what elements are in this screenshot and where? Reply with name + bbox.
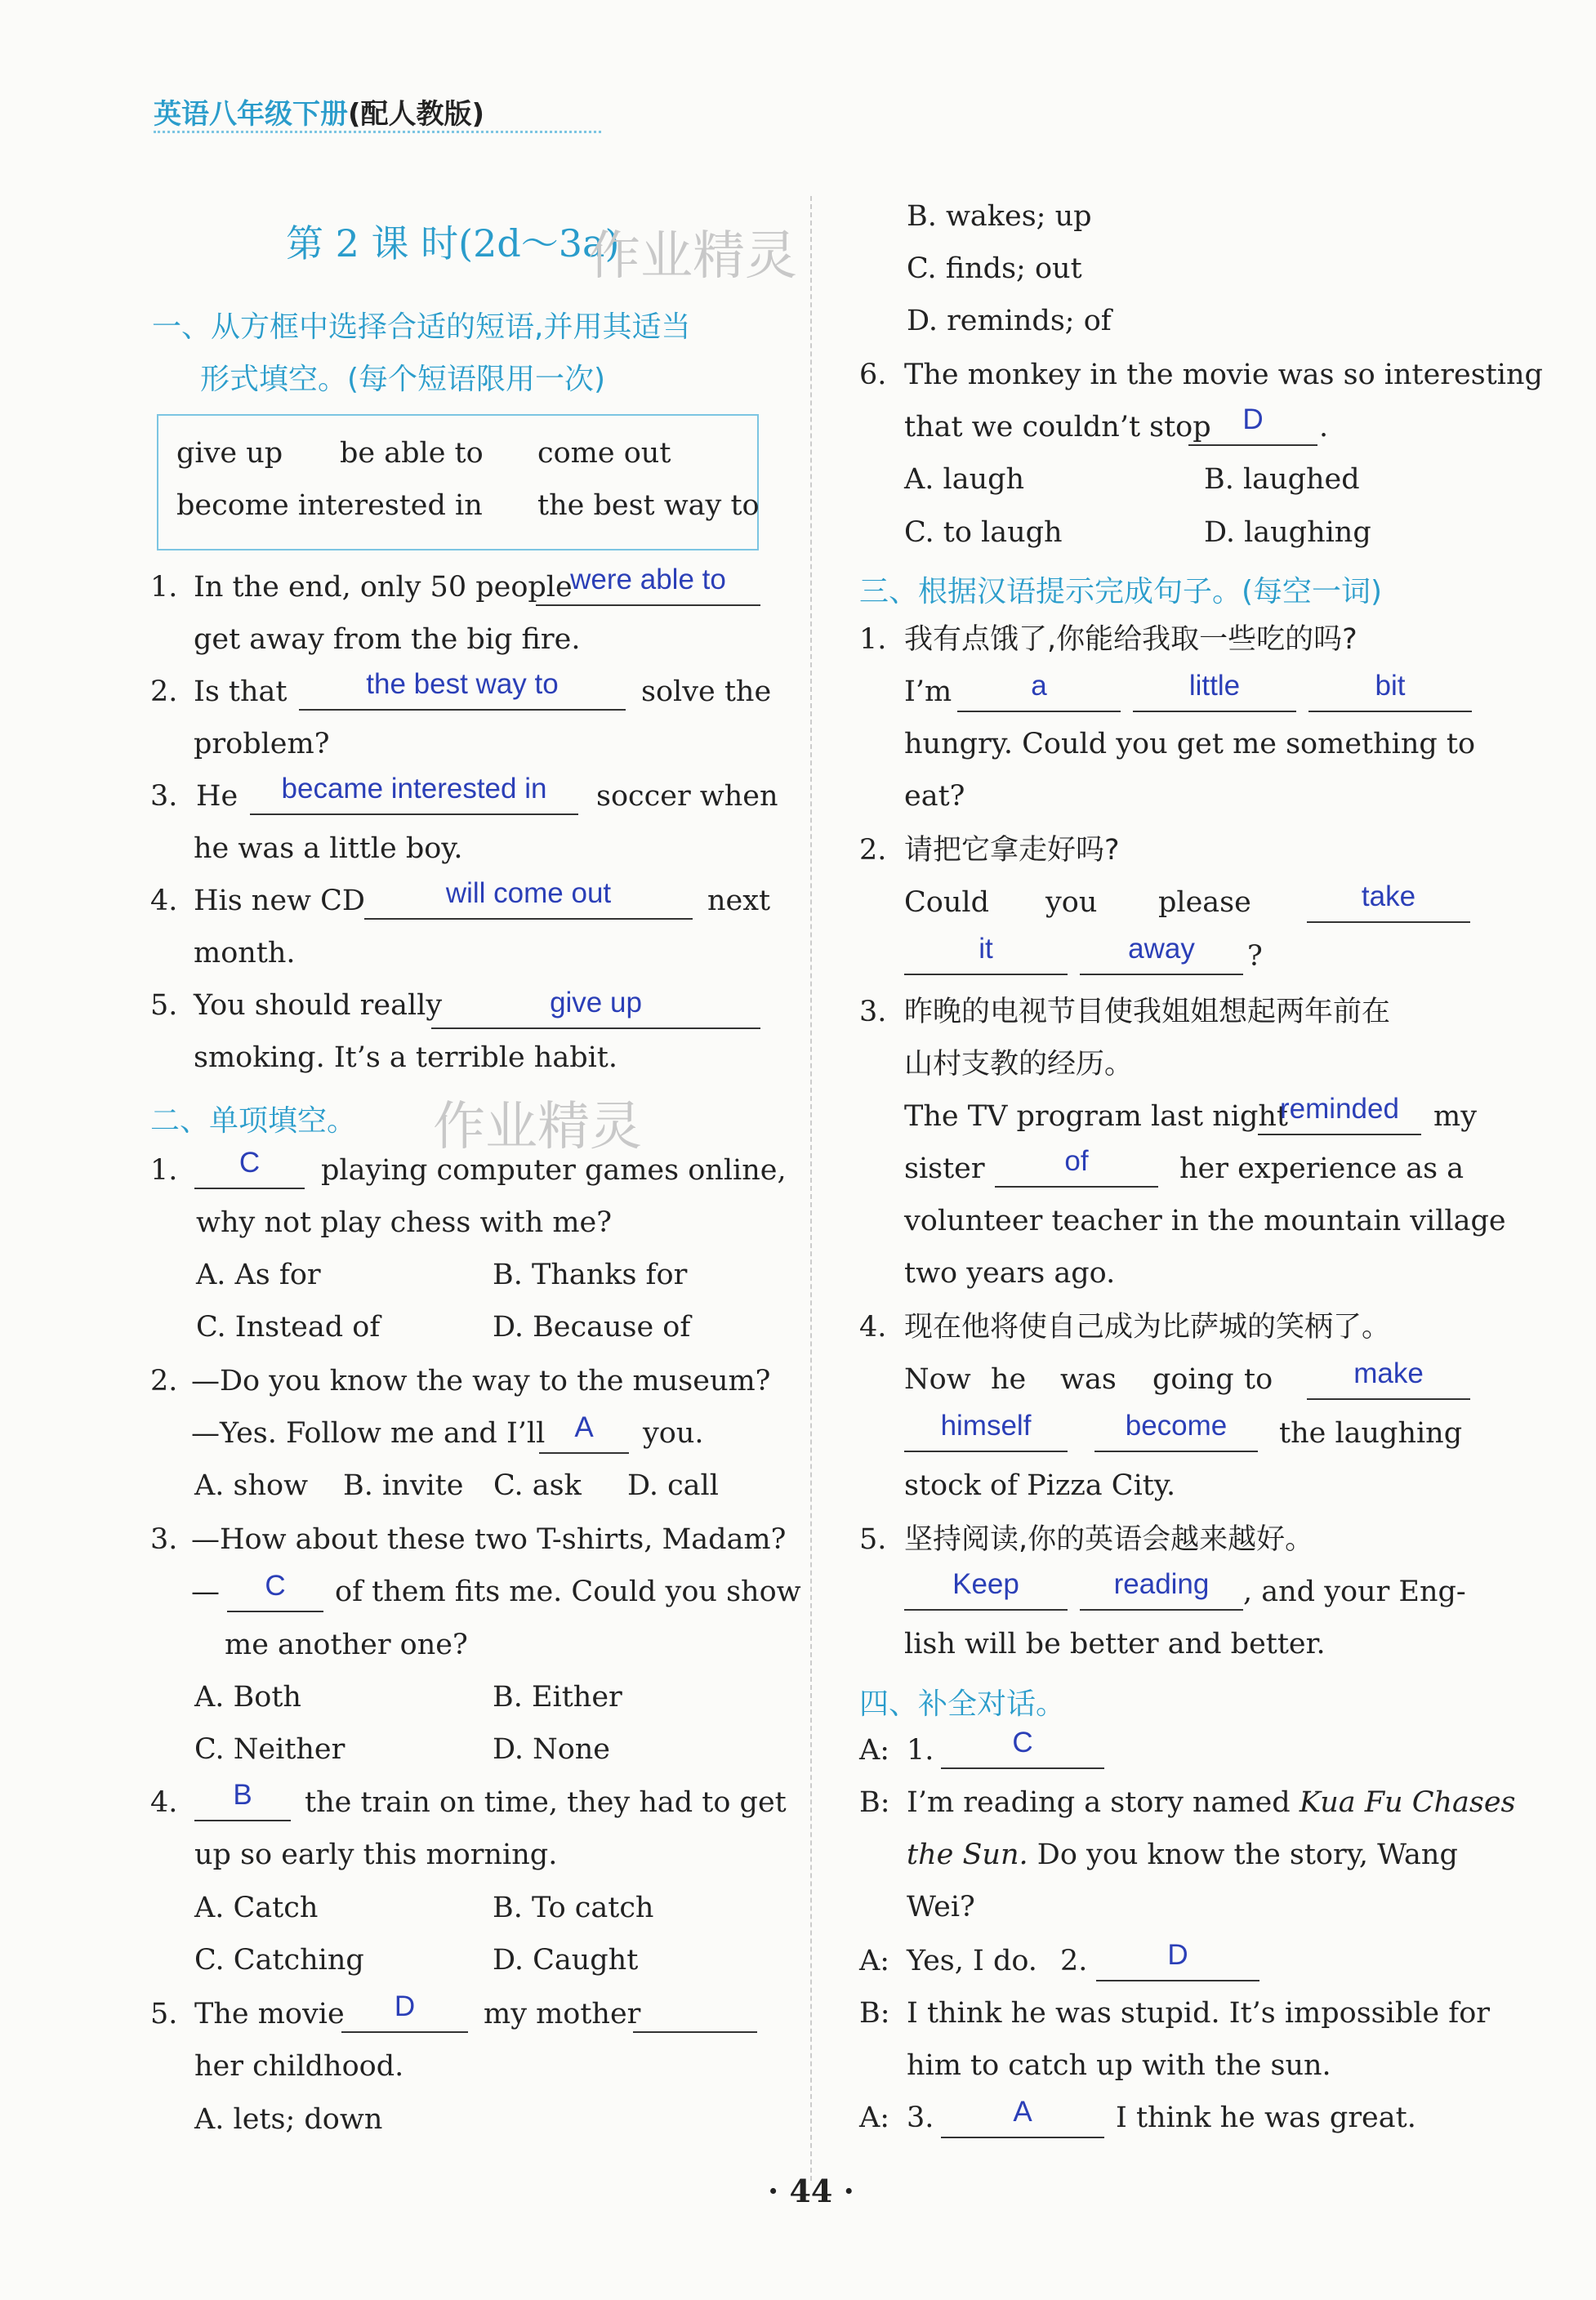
question-text: playing computer games online, <box>321 1154 787 1187</box>
question-text: you <box>1045 886 1098 919</box>
question-number: 1. <box>150 571 178 604</box>
phrase-box <box>157 414 759 550</box>
question-text: of them fits me. Could you show <box>335 1576 801 1608</box>
option: C. Catching <box>194 1944 364 1977</box>
answer: A <box>574 1411 594 1443</box>
question-text: was <box>1060 1363 1117 1396</box>
question-text: he was a little boy. <box>194 832 463 865</box>
book-title: 英语八年级下册(配人教版) <box>154 98 485 131</box>
dialog-text: the Sun. Do you know the story, Wang <box>907 1839 1458 1871</box>
dialog-text: I’m reading a story named Kua Fu Chases <box>907 1786 1516 1819</box>
question-text: stock of Pizza City. <box>904 1469 1176 1502</box>
question-text: The monkey in the movie was so interesting <box>904 359 1543 391</box>
dialog-text: Yes, I do. <box>907 1945 1037 1977</box>
question-text: eat? <box>904 780 965 813</box>
option: C. ask <box>493 1469 582 1502</box>
chinese-prompt: 坚持阅读,你的英语会越来越好。 <box>904 1523 1314 1556</box>
answer: it <box>979 933 993 965</box>
question-number: 3. <box>907 2102 934 2134</box>
question-text: going <box>1152 1363 1234 1396</box>
question-text: up so early this morning. <box>194 1839 558 1871</box>
option: C. to laugh <box>904 516 1063 549</box>
question-number: 5. <box>150 989 178 1022</box>
answer: C <box>239 1147 261 1179</box>
speaker: B: <box>859 1786 890 1819</box>
speaker: A: <box>859 2102 890 2134</box>
option: C. Neither <box>194 1733 346 1766</box>
chinese-prompt: 请把它拿走好吗? <box>904 834 1120 867</box>
question-number: 4. <box>150 885 178 917</box>
question-text: The movie <box>194 1998 345 2030</box>
lesson-title: 第 2 课 时(2d～3a) <box>286 221 620 265</box>
answer: become <box>1125 1410 1228 1442</box>
chinese-prompt: 昨晚的电视节目使我姐姐想起两年前在 <box>904 996 1391 1028</box>
option: A. show <box>194 1469 309 1502</box>
answer: reading <box>1113 1568 1210 1600</box>
question-number: 4. <box>859 1311 887 1344</box>
question-text: two years ago. <box>904 1257 1116 1290</box>
section1-title-line2: 形式填空。(每个短语限用一次) <box>200 363 606 396</box>
option: D. reminds; of <box>907 305 1112 337</box>
answer: A <box>1013 2096 1032 2128</box>
option: A. Both <box>194 1681 301 1714</box>
question-number: 4. <box>150 1786 178 1819</box>
phrase: become interested in <box>176 489 483 522</box>
answer: will come out <box>445 877 612 909</box>
question-text: Now <box>904 1363 971 1396</box>
question-text: please <box>1158 886 1251 919</box>
question-text: get away from the big fire. <box>194 623 581 656</box>
question-text: to <box>1244 1363 1273 1396</box>
dash: — <box>191 1576 220 1608</box>
speaker: A: <box>859 1734 890 1767</box>
answer: reminded <box>1280 1093 1399 1125</box>
question-text: her childhood. <box>194 2050 404 2083</box>
question-text: —Yes. Follow me and I’ll <box>191 1417 546 1450</box>
column-divider <box>810 196 812 2181</box>
question-text: that we couldn’t stop <box>904 411 1211 444</box>
phrase: be able to <box>340 437 484 470</box>
question-text: You should really <box>194 989 443 1022</box>
option: B. invite <box>343 1469 464 1502</box>
watermark: 作业精灵 <box>433 1097 642 1157</box>
question-text: me another one? <box>225 1629 468 1661</box>
option: C. Instead of <box>196 1311 381 1344</box>
speaker: A: <box>859 1945 890 1977</box>
question-text: he <box>991 1363 1027 1396</box>
dialog-text: I think he was stupid. It’s impossible for <box>907 1997 1491 2030</box>
question-text: , and your Eng- <box>1243 1576 1466 1608</box>
answer: take <box>1361 880 1416 912</box>
question-text: The TV program last night <box>904 1100 1288 1133</box>
question-text: month. <box>194 937 296 969</box>
phrase: come out <box>537 437 671 470</box>
section2-title: 二、单项填空。 <box>150 1104 357 1138</box>
option: D. laughing <box>1204 516 1371 549</box>
answer: became interested in <box>281 773 547 805</box>
phrase: give up <box>176 437 283 470</box>
question-text: problem? <box>194 728 330 760</box>
answer: a <box>1031 670 1047 702</box>
answer: himself <box>940 1410 1032 1442</box>
answer: Keep <box>952 1568 1019 1600</box>
question-text: my mother <box>484 1998 641 2030</box>
question-text: His new CD <box>194 885 365 917</box>
answer: of <box>1064 1145 1089 1177</box>
question-text: Could <box>904 886 989 919</box>
question-text: ? <box>1247 940 1263 973</box>
question-number: 6. <box>859 359 887 391</box>
option: B. To catch <box>493 1892 654 1924</box>
question-number: 2. <box>150 675 178 708</box>
section1-title: 一、从方框中选择合适的短语,并用其适当 <box>152 310 691 344</box>
header-divider <box>154 131 601 133</box>
answer: make <box>1353 1357 1424 1389</box>
option: A. laugh <box>904 463 1025 496</box>
question-number: 2. <box>859 834 887 867</box>
speaker: B: <box>859 1997 890 2030</box>
chinese-prompt: 现在他将使自己成为比萨城的笑柄了。 <box>904 1311 1391 1344</box>
question-number: 3. <box>859 996 887 1028</box>
question-text: the train on time, they had to get <box>305 1786 787 1819</box>
question-text: I’m <box>904 675 952 708</box>
option: A. As for <box>196 1259 321 1291</box>
option: D. None <box>493 1733 611 1766</box>
answer: give up <box>550 987 642 1019</box>
answer: away <box>1128 933 1195 965</box>
question-text: hungry. Could you get me something to <box>904 728 1476 760</box>
question-text: In the end, only 50 people <box>194 571 573 604</box>
answer: bit <box>1375 670 1406 702</box>
question-text: why not play chess with me? <box>196 1206 613 1239</box>
option: D. call <box>627 1469 719 1502</box>
option: B. laughed <box>1204 463 1360 496</box>
question-text: smoking. It’s a terrible habit. <box>194 1041 617 1074</box>
watermark: 作业精灵 <box>588 226 797 287</box>
question-text: —How about these two T-shirts, Madam? <box>191 1523 787 1556</box>
section3-title: 三、根据汉语提示完成句子。(每空一词) <box>859 575 1383 608</box>
question-number: 2. <box>1060 1945 1088 1977</box>
option: B. Thanks for <box>493 1259 688 1291</box>
question-number: 2. <box>150 1365 178 1397</box>
option: C. finds; out <box>907 252 1082 285</box>
question-number: 5. <box>150 1998 178 2030</box>
question-text: the laughing <box>1279 1417 1463 1450</box>
question-text: volunteer teacher in the mountain village <box>904 1205 1506 1237</box>
section4-title: 四、补全对话。 <box>859 1687 1066 1721</box>
question-text: lish will be better and better. <box>904 1628 1326 1660</box>
option: B. Either <box>493 1681 622 1714</box>
question-text: her experience as a <box>1179 1152 1464 1185</box>
answer: B <box>233 1779 252 1811</box>
question-number: 3. <box>150 1523 178 1556</box>
dialog-text: him to catch up with the sun. <box>907 2049 1331 2082</box>
answer: were able to <box>570 564 726 595</box>
question-text: . <box>1319 411 1329 444</box>
chinese-prompt: 我有点饿了,你能给我取一些吃的吗? <box>904 623 1357 656</box>
answer: C <box>1012 1727 1033 1758</box>
question-text: soccer when <box>596 780 778 813</box>
option: B. wakes; up <box>907 200 1092 233</box>
question-text: —Do you know the way to the museum? <box>191 1365 771 1397</box>
question-text: you. <box>643 1417 704 1450</box>
question-number: 5. <box>859 1523 887 1556</box>
question-number: 3. <box>150 780 178 813</box>
question-number: 1. <box>859 623 887 656</box>
question-text: next <box>707 885 771 917</box>
answer-blank <box>633 1999 757 2033</box>
option: D. Caught <box>493 1944 639 1977</box>
question-text: Is that <box>194 675 288 708</box>
answer: D <box>1167 1939 1188 1971</box>
phrase: the best way to <box>537 489 760 522</box>
dialog-text: Wei? <box>907 1891 975 1923</box>
answer: the best way to <box>366 668 559 700</box>
answer: little <box>1188 670 1241 702</box>
answer: C <box>265 1570 286 1602</box>
option: A. Catch <box>194 1892 319 1924</box>
question-text: sister <box>904 1152 985 1185</box>
question-text: my <box>1433 1100 1477 1133</box>
question-text: He <box>196 780 239 813</box>
answer: D <box>394 1990 416 2022</box>
page-number: · 44 · <box>768 2173 854 2209</box>
question-number: 1. <box>907 1734 934 1767</box>
option: A. lets; down <box>194 2103 383 2136</box>
option: D. Because of <box>493 1311 691 1344</box>
chinese-prompt: 山村支教的经历。 <box>904 1048 1134 1081</box>
answer: D <box>1242 403 1264 435</box>
dialog-text: I think he was great. <box>1116 2102 1416 2134</box>
question-number: 1. <box>150 1154 178 1187</box>
question-text: solve the <box>641 675 772 708</box>
